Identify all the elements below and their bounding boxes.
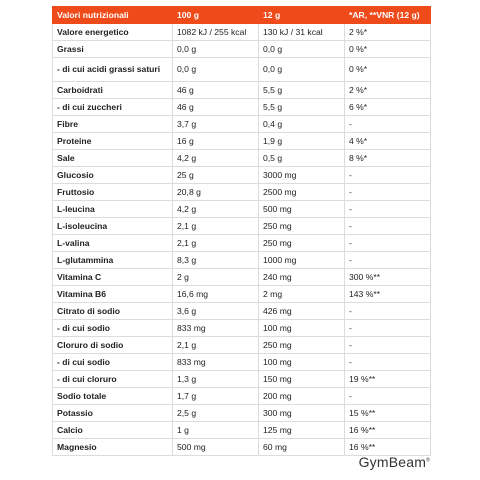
value-per-serving: 1000 mg	[259, 252, 345, 269]
table-row	[53, 286, 431, 303]
value-per-100g: 4,2 g	[173, 150, 259, 167]
value-per-100g: 3,7 g	[173, 116, 259, 133]
value-per-100g: 8,3 g	[173, 252, 259, 269]
table-row	[53, 371, 431, 388]
nutrient-name: Citrato di sodio	[53, 303, 173, 320]
reference-intake: 6 %*	[345, 99, 431, 116]
table-row	[53, 388, 431, 405]
nutrient-name: Grassi	[53, 41, 173, 58]
reference-intake: 0 %*	[345, 41, 431, 58]
value-per-100g: 16,6 mg	[173, 286, 259, 303]
value-per-100g: 1 g	[173, 422, 259, 439]
nutrient-name: L-leucina	[53, 201, 173, 218]
table-row	[53, 167, 431, 184]
registered-mark: ®	[426, 457, 430, 464]
table-row	[53, 41, 431, 58]
value-per-serving: 240 mg	[259, 269, 345, 286]
reference-intake: 8 %*	[345, 150, 431, 167]
nutrient-name: - di cui sodio	[53, 354, 173, 371]
table-row	[53, 133, 431, 150]
value-per-100g: 16 g	[173, 133, 259, 150]
nutrient-name: - di cui sodio	[53, 320, 173, 337]
reference-intake: -	[345, 167, 431, 184]
reference-intake: -	[345, 337, 431, 354]
value-per-serving: 250 mg	[259, 337, 345, 354]
reference-intake: 143 %**	[345, 286, 431, 303]
value-per-serving: 2 mg	[259, 286, 345, 303]
table-row	[53, 235, 431, 252]
value-per-100g: 1,7 g	[173, 388, 259, 405]
value-per-100g: 1082 kJ / 255 kcal	[173, 24, 259, 41]
value-per-serving: 125 mg	[259, 422, 345, 439]
nutrient-name: Potassio	[53, 405, 173, 422]
value-per-serving: 0,0 g	[259, 41, 345, 58]
table-row	[53, 422, 431, 439]
table-row	[53, 184, 431, 201]
table-row	[53, 320, 431, 337]
nutrition-table-body	[53, 24, 431, 456]
table-row	[53, 82, 431, 99]
table-row	[53, 354, 431, 371]
value-per-100g: 2 g	[173, 269, 259, 286]
nutrient-name: Glucosio	[53, 167, 173, 184]
value-per-100g: 3,6 g	[173, 303, 259, 320]
value-per-serving: 1,9 g	[259, 133, 345, 150]
value-per-100g: 20,8 g	[173, 184, 259, 201]
value-per-serving: 130 kJ / 31 kcal	[259, 24, 345, 41]
reference-intake: 4 %*	[345, 133, 431, 150]
value-per-serving: 2500 mg	[259, 184, 345, 201]
nutrient-name: Sale	[53, 150, 173, 167]
nutrient-name: Proteine	[53, 133, 173, 150]
value-per-100g: 46 g	[173, 82, 259, 99]
nutrient-name: Valore energetico	[53, 24, 173, 41]
gymbeam-logo	[359, 454, 430, 470]
value-per-100g: 2,1 g	[173, 337, 259, 354]
value-per-serving: 100 mg	[259, 354, 345, 371]
value-per-serving: 0,5 g	[259, 150, 345, 167]
value-per-serving: 250 mg	[259, 235, 345, 252]
reference-intake: 19 %**	[345, 371, 431, 388]
table-row	[53, 150, 431, 167]
nutrient-name: Calcio	[53, 422, 173, 439]
nutrition-table	[52, 6, 431, 456]
value-per-100g: 0,0 g	[173, 58, 259, 82]
reference-intake: 2 %*	[345, 82, 431, 99]
value-per-serving: 500 mg	[259, 201, 345, 218]
value-per-100g: 4,2 g	[173, 201, 259, 218]
reference-intake: -	[345, 388, 431, 405]
value-per-serving: 150 mg	[259, 371, 345, 388]
value-per-100g: 46 g	[173, 99, 259, 116]
value-per-serving: 5,5 g	[259, 82, 345, 99]
header-per-100g: 100 g	[173, 7, 259, 24]
value-per-serving: 300 mg	[259, 405, 345, 422]
table-row	[53, 116, 431, 133]
table-row	[53, 218, 431, 235]
value-per-100g: 0,0 g	[173, 41, 259, 58]
table-row	[53, 252, 431, 269]
value-per-100g: 1,3 g	[173, 371, 259, 388]
reference-intake: 300 %**	[345, 269, 431, 286]
value-per-serving: 250 mg	[259, 218, 345, 235]
value-per-100g: 2,1 g	[173, 235, 259, 252]
reference-intake: 0 %*	[345, 58, 431, 82]
reference-intake: -	[345, 218, 431, 235]
value-per-100g: 2,5 g	[173, 405, 259, 422]
reference-intake: -	[345, 320, 431, 337]
nutrient-name: - di cui zuccheri	[53, 99, 173, 116]
nutrient-name: Sodio totale	[53, 388, 173, 405]
nutrient-name: L-glutammina	[53, 252, 173, 269]
reference-intake: 16 %**	[345, 439, 431, 456]
nutrient-name: Fibre	[53, 116, 173, 133]
value-per-serving: 60 mg	[259, 439, 345, 456]
table-row	[53, 58, 431, 82]
value-per-100g: 2,1 g	[173, 218, 259, 235]
value-per-serving: 200 mg	[259, 388, 345, 405]
reference-intake: -	[345, 303, 431, 320]
header-nutrient: Valori nutrizionali	[53, 7, 173, 24]
nutrient-name: Fruttosio	[53, 184, 173, 201]
value-per-100g: 25 g	[173, 167, 259, 184]
table-row	[53, 405, 431, 422]
value-per-100g: 833 mg	[173, 320, 259, 337]
value-per-serving: 0,4 g	[259, 116, 345, 133]
brand-name: GymBeam	[358, 454, 427, 470]
table-row	[53, 24, 431, 41]
nutrient-name: - di cui acidi grassi saturi	[53, 58, 173, 82]
value-per-serving: 0,0 g	[259, 58, 345, 82]
header-row	[53, 7, 431, 24]
nutrition-table-container	[52, 6, 430, 456]
table-row	[53, 201, 431, 218]
value-per-serving: 5,5 g	[259, 99, 345, 116]
reference-intake: -	[345, 235, 431, 252]
table-row	[53, 337, 431, 354]
table-row	[53, 269, 431, 286]
reference-intake: -	[345, 252, 431, 269]
header-reference-intake: *AR, **VNR (12 g)	[345, 7, 431, 24]
reference-intake: 15 %**	[345, 405, 431, 422]
value-per-serving: 100 mg	[259, 320, 345, 337]
value-per-serving: 3000 mg	[259, 167, 345, 184]
value-per-100g: 833 mg	[173, 354, 259, 371]
nutrient-name: Carboidrati	[53, 82, 173, 99]
reference-intake: 2 %*	[345, 24, 431, 41]
header-per-serving: 12 g	[259, 7, 345, 24]
nutrient-name: Vitamina B6	[53, 286, 173, 303]
table-row	[53, 303, 431, 320]
reference-intake: -	[345, 184, 431, 201]
value-per-100g: 500 mg	[173, 439, 259, 456]
nutrition-table-header	[53, 7, 431, 24]
nutrient-name: L-isoleucina	[53, 218, 173, 235]
table-row	[53, 439, 431, 456]
table-row	[53, 99, 431, 116]
nutrient-name: Vitamina C	[53, 269, 173, 286]
reference-intake: -	[345, 116, 431, 133]
nutrient-name: - di cui cloruro	[53, 371, 173, 388]
reference-intake: -	[345, 354, 431, 371]
reference-intake: 16 %**	[345, 422, 431, 439]
value-per-serving: 426 mg	[259, 303, 345, 320]
nutrient-name: Magnesio	[53, 439, 173, 456]
nutrient-name: Cloruro di sodio	[53, 337, 173, 354]
reference-intake: -	[345, 201, 431, 218]
nutrient-name: L-valina	[53, 235, 173, 252]
